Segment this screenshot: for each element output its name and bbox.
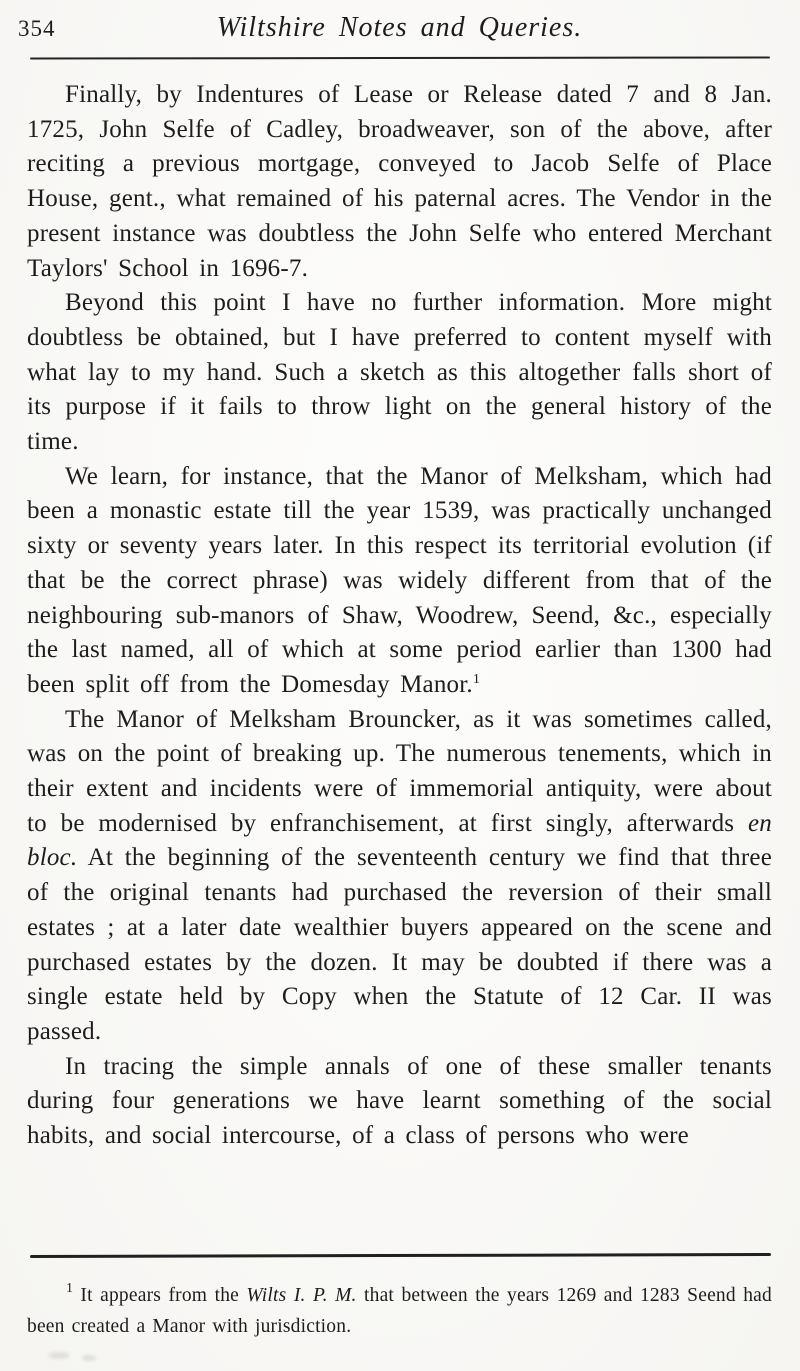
running-title: Wiltshire Notes and Queries. — [216, 12, 583, 43]
footnote-text-start: It appears from the — [73, 1285, 247, 1306]
scan-smudge — [48, 1352, 70, 1359]
paragraph-melksham-brouncker-start: The Manor of Melksham Brouncker, as it was sometimes called, was on the point of breaking up. The numerous tenements, which in their extent and incidents were of immemorial antiquity, were about to be modernised by enfranchisement, at first singly, afterwards — [27, 705, 772, 837]
paragraph-simple-annals: In tracing the simple annals of one of these smaller tenants during four generations we have learnt something of the social habits, and social intercourse, of a class of persons who were — [27, 1052, 772, 1150]
paragraph-melksham-brouncker-end: At the beginning of the seventeenth century we find that three of the original tenants had purchased the reversion of their small estates ; at a later date wealthier buyers appeared on the scene and purchased estates by the dozen. It may be doubted if there was a single estate held by Copy when the Statute of 12 Car. II was passed. — [27, 844, 772, 1045]
footnote-marker-1: 1 — [66, 1281, 73, 1296]
paragraph-manor-of-melksham — [27, 460, 772, 703]
scan-smudge — [82, 1355, 96, 1361]
page-header — [18, 12, 772, 52]
footnote-rule — [30, 1253, 771, 1258]
page-body — [27, 78, 772, 1154]
footnote-source-title: Wilts I. P. M. — [246, 1285, 357, 1306]
footnote-text-end: that between the years 1269 and 1283 Seend had been created a Manor with jurisdiction. — [27, 1285, 772, 1337]
paragraph-indentures: Finally, by Indentures of Lease or Release dated 7 and 8 Jan. 1725, John Selfe of Cadley, broadweaver, son of the above, after reciting a previous mortgage, conveyed to Jacob Selfe of Place House, gent., what remained of his paternal acres. The Vendor in the present instance was doubtless the John Selfe who entered Merchant Taylors' School in 1696-7. — [27, 81, 772, 282]
page-number: 354 — [18, 16, 56, 41]
footnote-reference-1: 1 — [472, 671, 480, 687]
header-rule — [30, 56, 770, 59]
footnote — [27, 1280, 772, 1342]
paragraph-manor-of-melksham-text: We learn, for instance, that the Manor of Melksham, which had been a monastic estate till the year 1539, was practically unchanged sixty or seventy years later. In this respect its territorial evolution (if that be the correct phrase) was widely different from that of the neighbouring sub-manors of Shaw, Woodrew, Seend, &c., especially the last named, all of which at some period earlier than 1300 had been split off from the Domesday Manor. — [27, 462, 772, 698]
paragraph-melksham-brouncker — [27, 703, 772, 1050]
latin-phrase-en-bloc: en bloc. — [27, 809, 772, 872]
paragraph-no-further-information: Beyond this point I have no further information. More might doubtless be obtained, but I have preferred to content myself with what lay to my hand. Such a sketch as this altogether falls short of its purpose if it fails to throw light on the general history of the time. — [27, 289, 772, 456]
